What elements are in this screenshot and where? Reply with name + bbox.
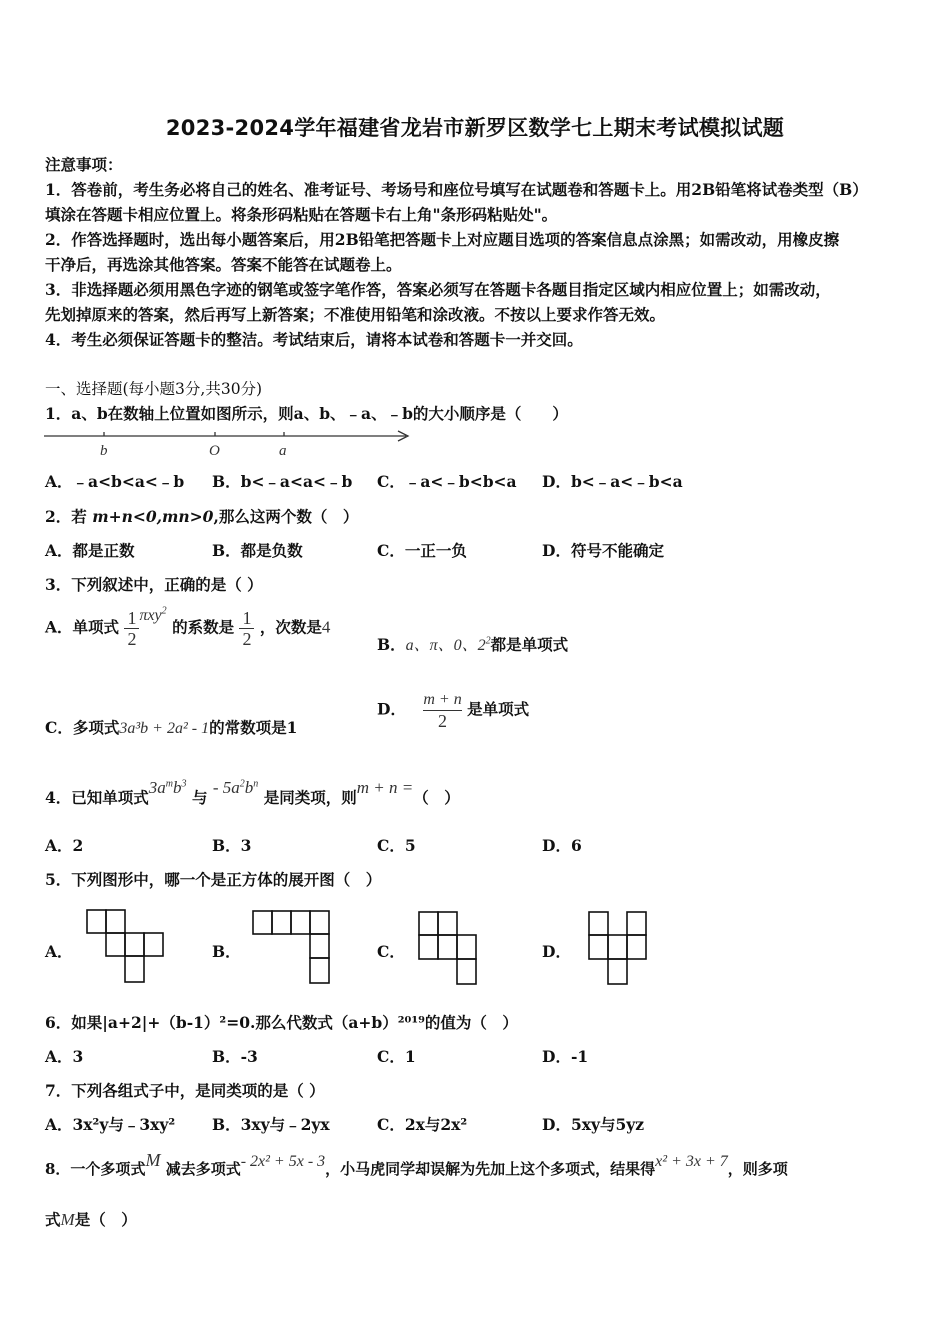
option-a[interactable]: A．: [45, 942, 73, 961]
option-a[interactable]: A．3: [45, 1047, 84, 1066]
notice-line: 填涂在答题卡相应位置上。将条形码粘贴在答题卡右上角"条形码粘贴处"。: [45, 205, 558, 224]
section-heading: 一、选择题(每小题3分,共30分): [45, 380, 263, 398]
option-b[interactable]: B．都是负数: [212, 541, 303, 560]
cube-net-b: [252, 910, 332, 986]
option-c[interactable]: C．多项式3a³b + 2a² - 1的常数项是1: [45, 718, 298, 737]
number-line-figure: [44, 426, 414, 460]
option-b[interactable]: B．a、π、0、$2^2$都是单项式: [377, 635, 569, 654]
question-2-stem: 2．若 m+n<0,mn>0,那么这两个数（ ）: [45, 507, 359, 526]
page-title: 2023-2024学年福建省龙岩市新罗区数学七上期末考试模拟试题: [165, 116, 785, 140]
option-c[interactable]: C．5: [377, 836, 416, 855]
option-c[interactable]: C．﹣a<﹣b<b<a: [377, 472, 517, 491]
option-b[interactable]: B．: [212, 942, 241, 961]
question-3-stem: 3．下列叙述中，正确的是（ ）: [45, 575, 263, 594]
option-d[interactable]: D．b<﹣a<﹣b<a: [542, 472, 683, 491]
axis-label-origin: O: [209, 443, 220, 459]
option-d[interactable]: D．符号不能确定: [542, 541, 664, 560]
question-4-stem: 4．已知单项式$3a^mb^3$ 与 - $5a^2b^n$ 是同类项，则m + n =（ ）: [45, 778, 460, 807]
cube-net-d: [588, 911, 650, 987]
cube-net-c: [418, 911, 480, 987]
notice-line: 干净后，再选涂其他答案。答案不能答在试题卷上。: [45, 255, 402, 274]
option-a[interactable]: A．2: [45, 836, 84, 855]
option-b[interactable]: B．b<﹣a<a<﹣b: [212, 472, 353, 491]
option-a[interactable]: A．3x²y与﹣3xy²: [45, 1115, 176, 1134]
option-a[interactable]: A．都是正数: [45, 541, 135, 560]
fraction: $\frac{m + n}{2}$: [423, 691, 462, 731]
option-b[interactable]: B．-3: [212, 1047, 258, 1066]
option-b[interactable]: B．3: [212, 836, 252, 855]
question-1-stem: 1．a、b在数轴上位置如图所示，则a、b、﹣a、﹣b的大小顺序是（ ）: [45, 404, 568, 423]
question-6-stem: 6．如果|a+2|+（b-1）²=0.那么代数式（a+b）²⁰¹⁹的值为（ ）: [45, 1013, 518, 1032]
notice-line: 1．答卷前，考生务必将自己的姓名、准考证号、考场号和座位号填写在试题卷和答题卡上。用2B铅笔将试卷类型（B）: [45, 180, 868, 199]
option-c[interactable]: C．一正一负: [377, 541, 467, 560]
notice-line: 3．非选择题必须用黑色字迹的钢笔或签字笔作答，答案必须写在答题卡各题目指定区域内相应位置上；如需改动，: [45, 280, 831, 299]
option-c[interactable]: C．1: [377, 1047, 416, 1066]
question-8-stem: 8．一个多项式M 减去多项式- 2x² + 5x - 3，小马虎同学却误解为先加上这个多项式，结果得x² + 3x + 7，则多项: [45, 1150, 788, 1178]
notice-heading: 注意事项：: [45, 155, 123, 174]
option-d[interactable]: D． $\frac{m + n}{2}$ 是单项式: [377, 691, 530, 731]
notice-line: 2．作答选择题时，选出每小题答案后，用2B铅笔把答题卡上对应题目选项的答案信息点涂黑；如需改动，用橡皮擦: [45, 230, 840, 249]
fraction: $\frac{1}{2}$: [124, 608, 139, 649]
axis-label-b: b: [100, 443, 108, 459]
option-d[interactable]: D．6: [542, 836, 582, 855]
option-d[interactable]: D．: [542, 942, 571, 961]
cube-net-a: [86, 909, 166, 985]
option-c[interactable]: C．2x与2x²: [377, 1115, 468, 1134]
axis-label-a: a: [279, 443, 287, 459]
option-c[interactable]: C．: [377, 942, 405, 961]
option-b[interactable]: B．3xy与﹣2yx: [212, 1115, 330, 1134]
notice-line: 4．考生必须保证答题卡的整洁。考试结束后，请将本试卷和答题卡一并交回。: [45, 330, 583, 349]
notice-line: 先划掉原来的答案，然后再写上新答案；不准使用铅笔和涂改液。不按以上要求作答无效。: [45, 305, 666, 324]
question-8-stem-cont: 式M是（ ）: [45, 1210, 137, 1229]
question-7-stem: 7．下列各组式子中，是同类项的是（ ）: [45, 1081, 325, 1100]
question-5-stem: 5．下列图形中，哪一个是正方体的展开图（ ）: [45, 870, 382, 889]
fraction: $\frac{1}{2}$: [239, 608, 254, 649]
option-a[interactable]: A．﹣a<b<a<﹣b: [45, 472, 185, 491]
option-a[interactable]: A．单项式 $\frac{1}{2}$ πxy$^2$ 的系数是 $\frac{1}{2}$ ，次数是4: [45, 606, 331, 649]
option-d[interactable]: D．-1: [542, 1047, 589, 1066]
option-d[interactable]: D．5xy与5yz: [542, 1115, 645, 1134]
